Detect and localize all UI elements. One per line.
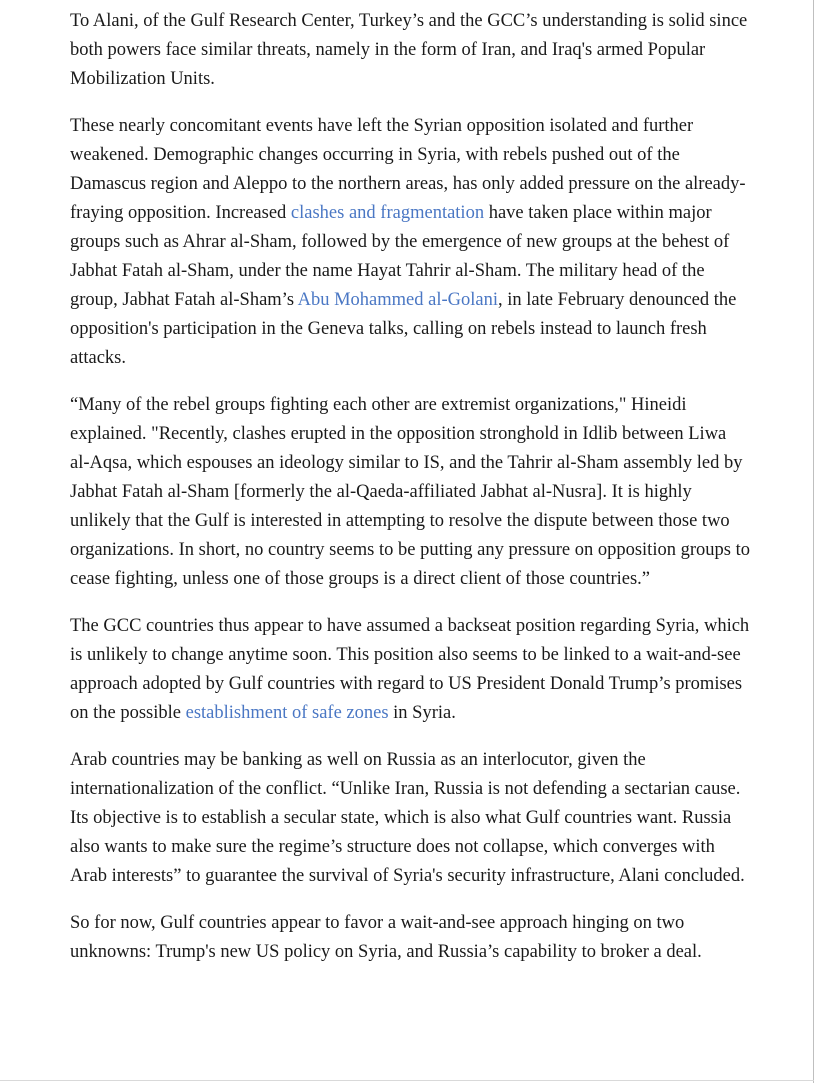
paragraph-russia-interlocutor: Arab countries may be banking as well on Russia as an interlocutor, given the internationalization of the conflict. “Unlike Iran, Russia is not defending a sectarian cause. Its objective is to establish a secular state, which is also what Gulf countries want. Russia also wants to make sure the regime’s structure does not collapse, which converges with Arab interests” to guarantee the survival of Syria's security infrastructure, Alani concluded.: [70, 750, 745, 886]
paragraph-text: have taken place within major groups such as Ahrar al-Sham, followed by the emergence of new groups at the behest of Jabhat Fatah al-Sham, under the name Hayat Tahrir al-Sham. The military head of the group, Jabhat Fatah al-Sham’s: [70, 203, 730, 310]
article-body: [70, 7, 750, 985]
paragraph-text: in Syria.: [388, 703, 456, 723]
paragraph-gcc-backseat: [70, 612, 750, 728]
paragraph-alani-turkey-gcc: To Alani, of the Gulf Research Center, Turkey’s and the GCC’s understanding is solid since both powers face similar threats, namely in the form of Iran, and Iraq's armed Popular Mobilization Units.: [70, 11, 748, 89]
link-abu-mohammed-al-golani[interactable]: Abu Mohammed al-Golani: [297, 290, 498, 310]
paragraph-opposition-weakened: [70, 112, 750, 373]
paragraph-text: , in late February denounced the opposition's participation in the Geneva talks, calling on rebels instead to launch fresh attacks.: [70, 290, 737, 368]
paragraph-hineidi-quote: “Many of the rebel groups fighting each other are extremist organizations," Hineidi explained. "Recently, clashes erupted in the opposition stronghold in Idlib between Liwa al-Aqsa, which espouses an ideology similar to IS, and the Tahrir al-Sham assembly led by Jabhat Fatah al-Sham [formerly the al-Qaeda-affiliated Jabhat al-Nusra]. It is highly unlikely that the Gulf is interested in attempting to resolve the dispute between those two organizations. In short, no country seems to be putting any pressure on opposition groups to cease fighting, unless one of those groups is a direct client of those countries.”: [70, 395, 750, 589]
paragraph-text: The GCC countries thus appear to have assumed a backseat position regarding Syria, which is unlikely to change anytime soon. This position also seems to be linked to a wait-and-see approach adopted by Gulf countries with regard to US President Donald Trump’s promises on the possible: [70, 616, 750, 723]
link-clashes-fragmentation[interactable]: clashes and fragmentation: [290, 203, 485, 223]
paragraph-text: These nearly concomitant events have left the Syrian opposition isolated and further weakened. Demographic changes occurring in Syria, with rebels pushed out of the Damascus region and Aleppo to the northern areas, has only added pressure on the already-fraying opposition. Increased: [70, 116, 746, 223]
page-border-right: [813, 0, 814, 1083]
paragraph-conclusion: So for now, Gulf countries appear to favor a wait-and-see approach hinging on two unknowns: Trump's new US policy on Syria, and Russia’s capability to broker a deal.: [70, 913, 702, 962]
link-establishment-safe-zones[interactable]: establishment of safe zones: [185, 703, 389, 723]
page-border-bottom: [0, 1080, 814, 1081]
